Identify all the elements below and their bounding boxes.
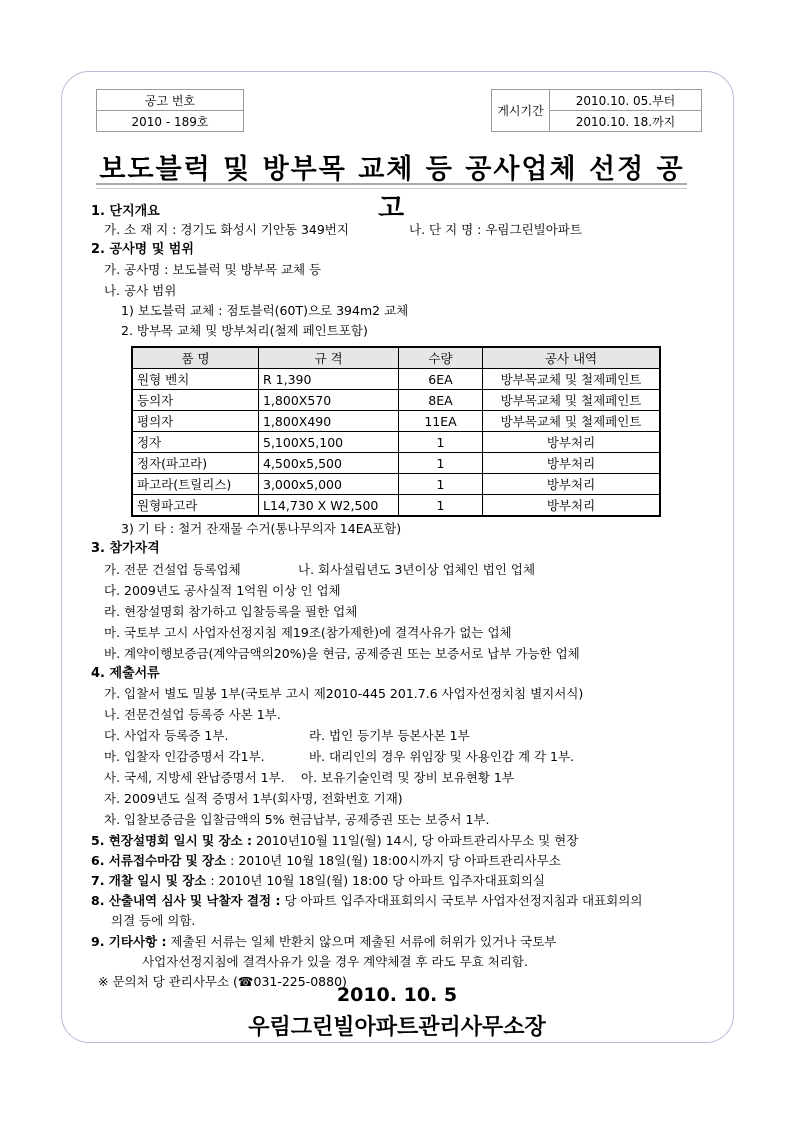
document-h: 아. 보유기술인력 및 장비 보유현황 1부	[301, 770, 514, 785]
document-i: 자. 2009년도 실적 증명서 1부(회사명, 전화번호 기재)	[104, 791, 403, 806]
table-row	[132, 453, 660, 474]
document-e: 마. 입찰자 인감증명서 각1부.	[104, 749, 265, 764]
table-row	[132, 390, 660, 411]
issuer-name: 우림그린빌아파트관리사무소장	[248, 1015, 546, 1040]
section-9	[91, 933, 556, 951]
document-j: 차. 입찰보증금을 입찰금액의 5% 현금납부, 공제증권 또는 보증서 1부.	[104, 812, 490, 827]
section-9-label: 9. 기타사항 :	[91, 934, 167, 949]
document-f: 바. 대리인의 경우 위임장 및 사용인감 계 각 1부.	[309, 749, 575, 764]
item-work: 방부목교체 및 철제페인트	[483, 369, 661, 390]
table-header: 품 명	[132, 347, 259, 369]
table-header-row	[132, 347, 660, 369]
posting-period-to: 2010.10. 18.까지	[550, 111, 702, 132]
qualification-e: 마. 국토부 고시 사업자선정지침 제19조(참가제한)에 결격사유가 없는 업체	[104, 625, 512, 640]
section-5-label: 5. 현장설명회 일시 및 장소 :	[91, 833, 252, 848]
work-scope-2: 2. 방부목 교체 및 방부처리(철제 페인트포함)	[121, 323, 368, 338]
spec-table	[131, 346, 661, 517]
section-8	[91, 892, 642, 910]
qualification-b: 나. 회사설립년도 3년이상 업체인 법인 업체	[298, 562, 536, 577]
item-name: 원형 벤치	[132, 369, 259, 390]
section-8-label: 8. 산출내역 심사 및 낙찰자 결정 :	[91, 893, 281, 908]
item-work: 방부처리	[483, 474, 661, 495]
table-header: 공사 내역	[483, 347, 661, 369]
work-scope: 나. 공사 범위	[104, 283, 177, 298]
qualification-c: 다. 2009년도 공사실적 1억원 이상 인 업체	[104, 583, 341, 598]
table-row	[132, 411, 660, 432]
section-9-continued: 사업자선정지침에 결격사유가 있을 경우 계약체결 후 라도 무효 처리함.	[142, 954, 528, 969]
qualification-f: 바. 계약이행보증금(계약금액의20%)을 현금, 공제증권 또는 보증서로 납부 가능한 업체	[104, 646, 580, 661]
section-2-heading: 2. 공사명 및 범위	[91, 242, 194, 257]
item-work: 방부처리	[483, 432, 661, 453]
item-spec: 1,800X490	[259, 411, 399, 432]
item-qty: 11EA	[399, 411, 483, 432]
table-row	[132, 474, 660, 495]
table-row	[132, 369, 660, 390]
item-qty: 1	[399, 432, 483, 453]
posting-period-label: 게시기간	[492, 90, 550, 132]
table-row	[132, 432, 660, 453]
item-work: 방부처리	[483, 453, 661, 474]
item-name: 파고라(트릴리스)	[132, 474, 259, 495]
item-qty: 1	[399, 453, 483, 474]
work-scope-3: 3) 기 타 : 철거 잔재물 수거(통나무의자 14EA포함)	[121, 521, 402, 536]
item-work: 방부처리	[483, 495, 661, 517]
item-spec: 3,000x5,000	[259, 474, 399, 495]
item-name: 등의자	[132, 390, 259, 411]
qualification-d: 라. 현장설명회 참가하고 입찰등록을 필한 업체	[104, 604, 358, 619]
table-header: 수량	[399, 347, 483, 369]
issue-date: 2010. 10. 5	[336, 984, 458, 1006]
document-title: 보도블럭 및 방부목 교체 등 공사업체 선정 공고	[99, 154, 685, 224]
section-5-text: 2010년10월 11일(월) 14시, 당 아파트관리사무소 및 현장	[251, 833, 579, 848]
site-address: 가. 소 재 지 : 경기도 화성시 기안동 349번지	[104, 222, 349, 237]
item-qty: 6EA	[399, 369, 483, 390]
document-g: 사. 국세, 지방세 완납증명서 1부.	[104, 770, 285, 785]
item-name: 원형파고라	[132, 495, 259, 517]
item-qty: 1	[399, 474, 483, 495]
contact-info: ※ 문의처 당 관리사무소 (☎031-225-0880)	[98, 974, 347, 989]
item-spec: L14,730 X W2,500	[259, 495, 399, 517]
section-7	[91, 872, 545, 890]
document-c: 다. 사업자 등록증 1부.	[104, 728, 229, 743]
table-header: 규 격	[259, 347, 399, 369]
item-qty: 8EA	[399, 390, 483, 411]
document-a: 가. 입찰서 별도 밀봉 1부(국토부 고시 제2010-445 201.7.6 사업자선정치침 별지서식)	[104, 686, 584, 701]
section-6-label: 6. 서류접수마감 및 장소	[91, 853, 227, 868]
section-6-text: : 2010년 10월 18일(월) 18:00시까지 당 아파트관리사무소	[226, 853, 561, 868]
section-4-heading: 4. 제출서류	[91, 666, 160, 681]
section-7-label: 7. 개찰 일시 및 장소	[91, 873, 207, 888]
document-b: 나. 전문건설업 등록증 사본 1부.	[104, 707, 281, 722]
item-qty: 1	[399, 495, 483, 517]
posting-period-from: 2010.10. 05.부터	[550, 90, 702, 111]
section-7-text: : 2010년 10월 18일(월) 18:00 당 아파트 입주자대표회의실	[206, 873, 545, 888]
section-3-heading: 3. 참가자격	[91, 541, 160, 556]
item-name: 정자(파고라)	[132, 453, 259, 474]
qualification-a: 가. 전문 건설업 등록업체	[104, 562, 241, 577]
item-name: 평의자	[132, 411, 259, 432]
section-9-text: 제출된 서류는 일체 반환치 않으며 제출된 서류에 허위가 있거나 국토부	[166, 934, 557, 949]
item-spec: R 1,390	[259, 369, 399, 390]
work-name: 가. 공사명 : 보도블럭 및 방부목 교체 등	[104, 262, 322, 277]
section-8-continued: 의결 등에 의함.	[111, 913, 196, 928]
section-1-heading: 1. 단지개요	[91, 204, 160, 219]
document-d: 라. 법인 등기부 등본사본 1부	[309, 728, 470, 743]
work-scope-1: 1) 보도블럭 교체 : 점토블럭(60T)으로 394m2 교체	[121, 303, 409, 318]
item-work: 방부목교체 및 철제페인트	[483, 390, 661, 411]
item-name: 정자	[132, 432, 259, 453]
notice-number-value: 2010 - 189호	[97, 111, 244, 132]
item-spec: 5,100X5,100	[259, 432, 399, 453]
notice-number-label: 공고 번호	[97, 90, 244, 111]
site-name: 나. 단 지 명 : 우림그린빌아파트	[409, 222, 582, 237]
section-8-text: 당 아파트 입주자대표회의시 국토부 사업자선정지침과 대표회의의	[280, 893, 643, 908]
table-row	[132, 495, 660, 517]
item-work: 방부목교체 및 철제페인트	[483, 411, 661, 432]
section-5	[91, 832, 578, 850]
item-spec: 1,800X570	[259, 390, 399, 411]
item-spec: 4,500x5,500	[259, 453, 399, 474]
section-6	[91, 852, 561, 870]
